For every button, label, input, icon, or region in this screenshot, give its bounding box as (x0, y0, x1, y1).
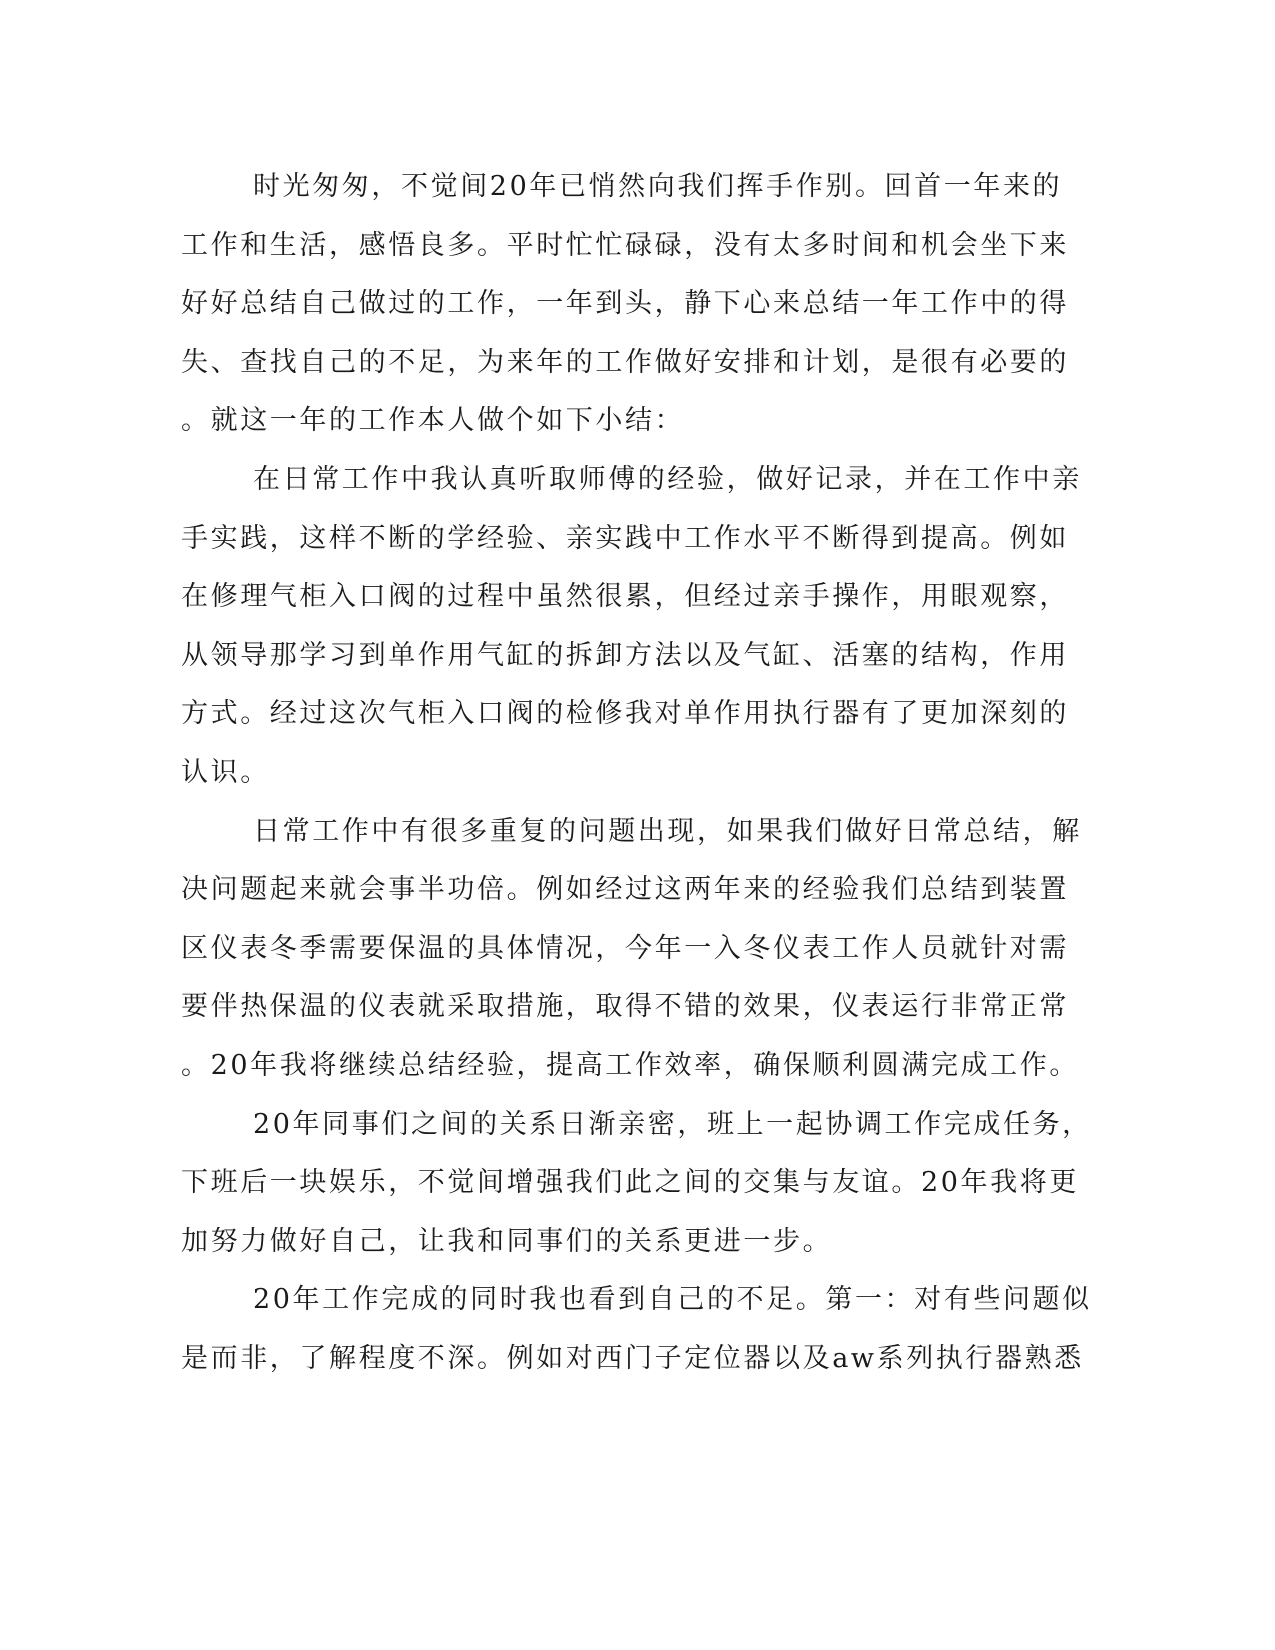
text-line: 方式。经过这次气柜入口阀的检修我对单作用执行器有了更加深刻的 (181, 698, 1069, 730)
text-line: 日常工作中有很多重复的问题出现，如果我们做好日常总结，解 (253, 815, 1082, 847)
text-line: 。20年我将继续总结经验，提高工作效率，确保顺利圆满完成工作。 (181, 1049, 1079, 1081)
text-line: 在修理气柜入口阀的过程中虽然很累，但经过亲手操作，用眼观察， (181, 581, 1069, 613)
paragraph-3 (181, 803, 1082, 1096)
text-line: 区仪表冬季需要保温的具体情况，今年一入冬仪表工作人员就针对需 (181, 932, 1069, 964)
text-line: 好好总结自己做过的工作，一年到头，静下心来总结一年工作中的得 (181, 288, 1069, 320)
text-line: 失、查找自己的不足，为来年的工作做好安排和计划，是很有必要的 (181, 346, 1069, 378)
text-line: 认识。 (181, 756, 270, 788)
text-line: 工作和生活，感悟良多。平时忙忙碌碌，没有太多时间和机会坐下来 (181, 229, 1069, 261)
document-body (181, 158, 1092, 1388)
text-line: 加努力做好自己，让我和同事们的关系更进一步。 (181, 1225, 833, 1257)
text-line: 要伴热保温的仪表就采取措施，取得不错的效果，仪表运行非常正常 (181, 991, 1069, 1023)
paragraph-1 (181, 158, 1069, 451)
paragraph-4 (181, 1096, 1092, 1272)
text-line: 20年工作完成的同时我也看到自己的不足。第一：对有些问题似 (253, 1284, 1092, 1316)
text-line: 手实践，这样不断的学经验、亲实践中工作水平不断得到提高。例如 (181, 522, 1069, 554)
text-line: 时光匆匆，不觉间20年已悄然向我们挥手作别。回首一年来的 (253, 171, 1063, 202)
text-line: 是而非，了解程度不深。例如对西门子定位器以及aw系列执行器熟悉 (181, 1342, 1084, 1374)
text-line: 决问题起来就会事半功倍。例如经过这两年来的经验我们总结到装置 (181, 874, 1069, 906)
text-line: 20年同事们之间的关系日渐亲密，班上一起协调工作完成任务， (253, 1108, 1092, 1140)
paragraph-2 (181, 451, 1082, 803)
text-line: 下班后一块娱乐，不觉间增强我们此之间的交集与友谊。20年我将更 (181, 1167, 1079, 1199)
text-line: 从领导那学习到单作用气缸的拆卸方法以及气缸、活塞的结构，作用 (181, 639, 1069, 671)
text-line: 在日常工作中我认真听取师傅的经验，做好记录，并在工作中亲 (253, 463, 1082, 495)
paragraph-5 (181, 1271, 1092, 1388)
text-line: 。就这一年的工作本人做个如下小结： (181, 405, 685, 437)
